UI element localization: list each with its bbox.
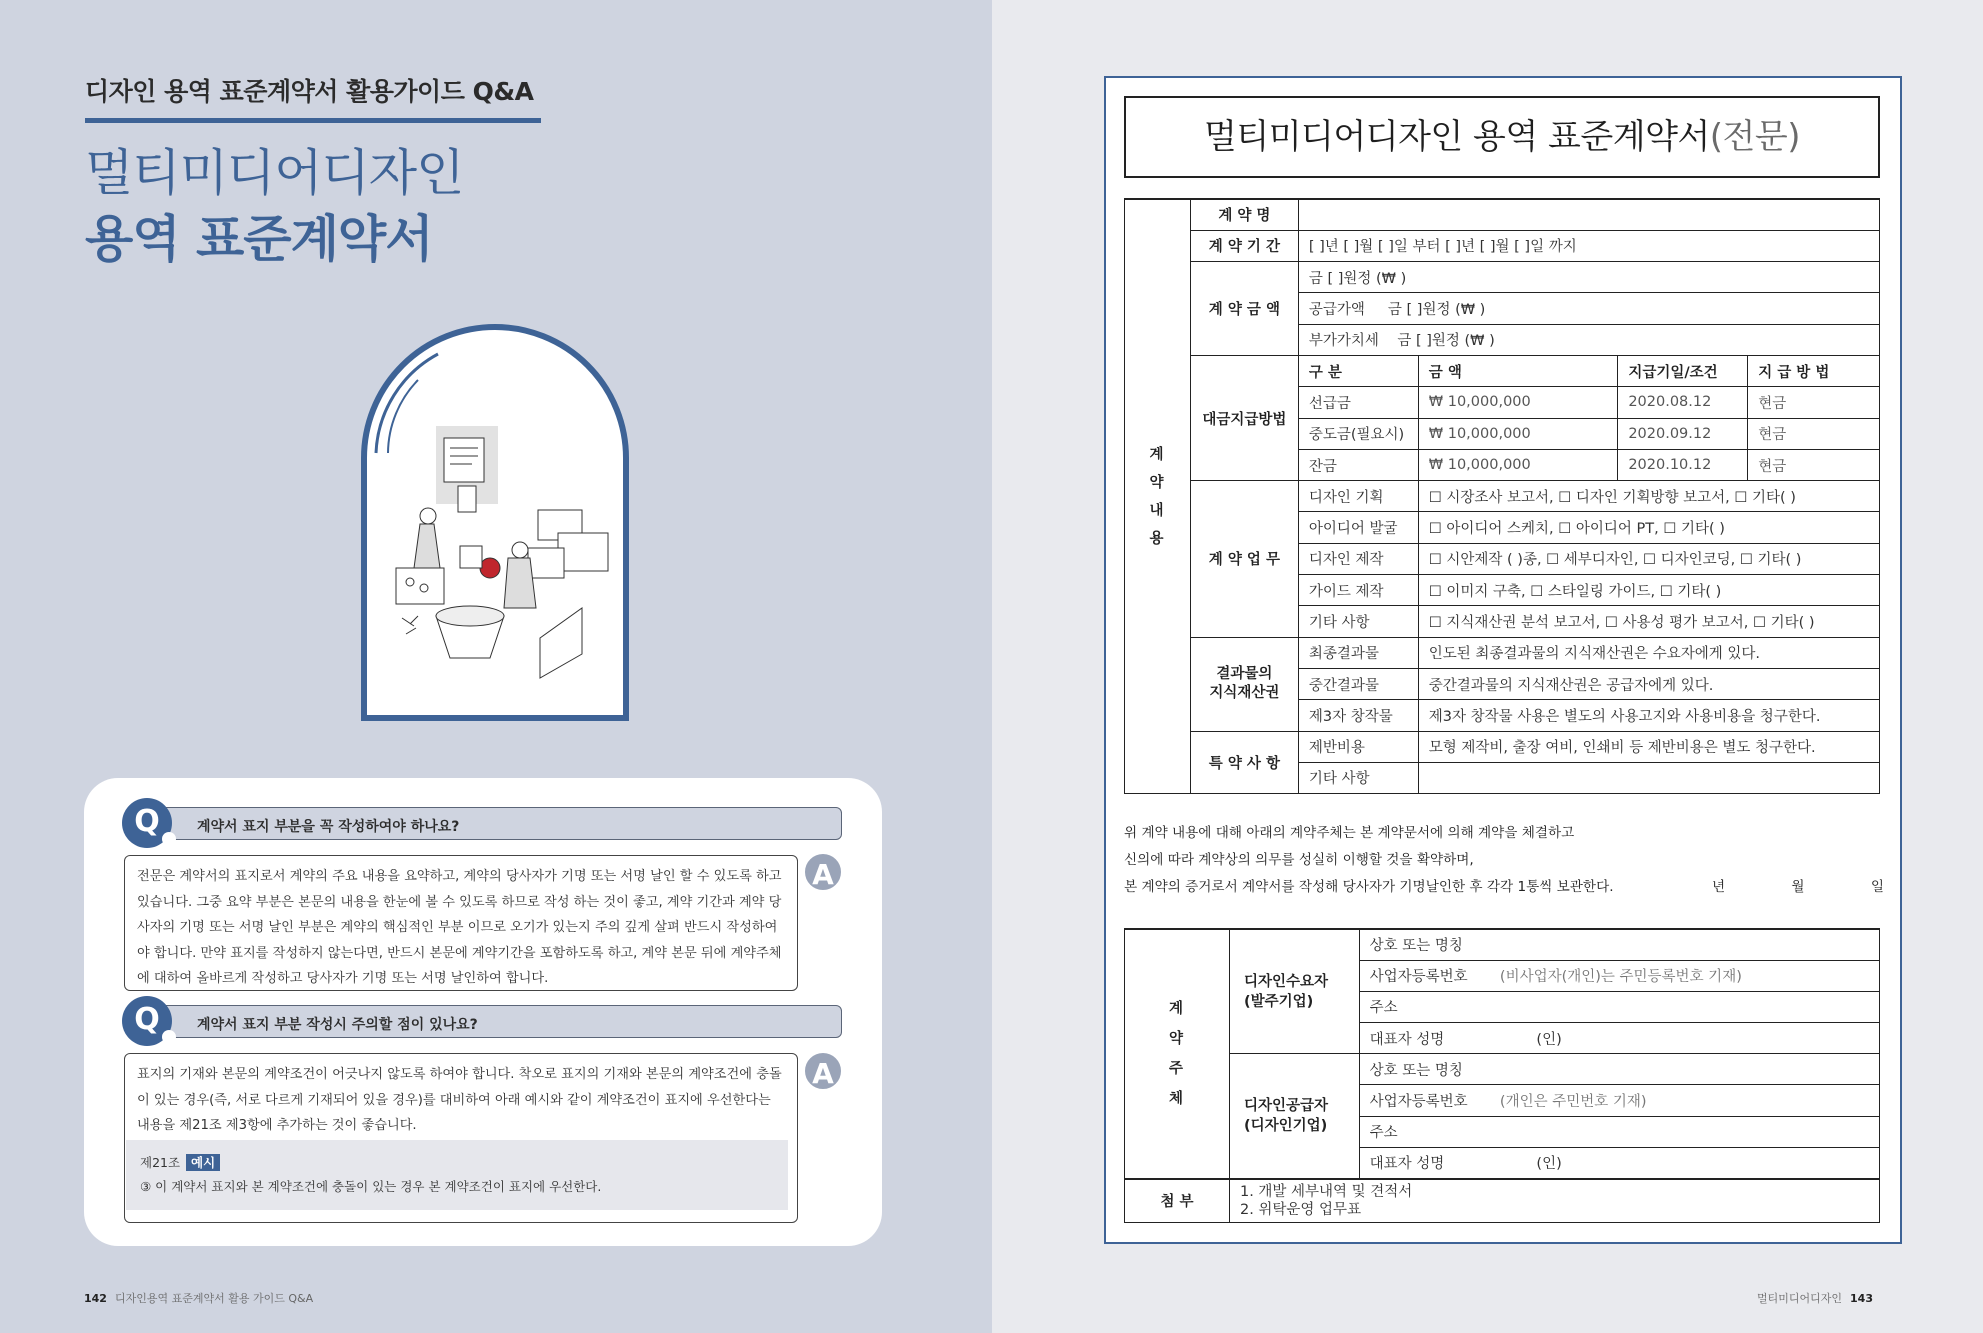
client-field-name: 상호 또는 명칭: [1369, 938, 1463, 955]
special-label: 특 약 사 항: [1190, 731, 1298, 794]
amount-vat-label: 부가가치세: [1308, 333, 1379, 350]
a-icon: A: [802, 851, 844, 893]
payment-amount[interactable]: ₩ 10,000,000: [1418, 387, 1618, 418]
ip-item-name: 제3자 창작물: [1298, 700, 1418, 731]
parties-label: 계약주체: [1125, 929, 1230, 1179]
payment-amount[interactable]: ₩ 10,000,000: [1418, 449, 1618, 480]
supplier-field-name: 주소: [1369, 1125, 1398, 1142]
main-title: [85, 140, 463, 272]
work-item-name: 기타 사항: [1298, 606, 1418, 637]
supplier-label: 디자인공급자 (디자인기업): [1229, 1054, 1359, 1179]
payment-amount[interactable]: ₩ 10,000,000: [1418, 418, 1618, 449]
header-rule: [85, 118, 541, 123]
page-number-left: 142: [84, 1292, 107, 1305]
payment-date[interactable]: 2020.10.12: [1618, 449, 1748, 480]
payment-header-method: 지 급 방 법: [1748, 355, 1880, 386]
doc-title-paren: (전문): [1709, 117, 1800, 157]
payment-method[interactable]: 현금: [1748, 449, 1880, 480]
work-item-detail[interactable]: ☐ 시안제작 ( )종, ☐ 세부디자인, ☐ 디자인코딩, ☐ 기타( ): [1418, 543, 1879, 574]
period-field[interactable]: [ ]년 [ ]월 [ ]일 부터 [ ]년 [ ]월 [ ]일 까지: [1298, 230, 1879, 261]
client-field[interactable]: [1359, 1023, 1879, 1054]
work-item-name: 아이디어 발굴: [1298, 512, 1418, 543]
supplier-field[interactable]: [1359, 1116, 1879, 1147]
supplier-field[interactable]: [1359, 1085, 1879, 1116]
client-field-name: 대표자 성명: [1369, 1031, 1445, 1048]
ip-item-detail: 제3자 창작물 사용은 별도의 사용고지와 사용비용을 청구한다.: [1418, 700, 1879, 731]
work-item-detail[interactable]: ☐ 이미지 구축, ☐ 스타일링 가이드, ☐ 기타( ): [1418, 575, 1879, 606]
client-label: 디자인수요자 (발주기업): [1229, 929, 1359, 1054]
payment-type: 중도금(필요시): [1298, 418, 1418, 449]
work-item-name: 가이드 제작: [1298, 575, 1418, 606]
payment-header-type: 구 분: [1298, 355, 1418, 386]
payment-date[interactable]: 2020.08.12: [1618, 387, 1748, 418]
example-article: 제21조: [140, 1155, 181, 1170]
attachment-item: 1. 개발 세부내역 및 견적서: [1239, 1183, 1413, 1200]
main-title-line1: 멀티미디어디자인: [85, 144, 464, 202]
amount-supply-field: 금 [ ]원정 (₩ ): [1387, 302, 1486, 319]
contract-name-field[interactable]: [1298, 199, 1879, 230]
doc-title-main: 멀티미디어디자인 용역 표준계약서: [1204, 117, 1710, 157]
amount-label: 계 약 금 액: [1190, 262, 1298, 356]
a-icon: A: [802, 1050, 844, 1092]
footer-left-text: 디자인용역 표준계약서 활용 가이드 Q&A: [114, 1292, 314, 1305]
supplier-field-name: 대표자 성명: [1369, 1156, 1445, 1173]
payment-header-amount: 금 액: [1418, 355, 1618, 386]
q-icon: Q: [122, 798, 172, 848]
supplier-field[interactable]: [1359, 1054, 1879, 1085]
notice-line: 본 계약의 증거로서 계약서를 작성해 당사자가 기명날인한 후 각각 1통씩 보관한다.: [1124, 879, 1614, 895]
notice-line: 신의에 따라 계약상의 의무를 성실히 이행할 것을 확약하며,: [1124, 852, 1474, 868]
example-tag: 예시: [186, 1154, 220, 1171]
work-item-name: 디자인 제작: [1298, 543, 1418, 574]
work-item-detail[interactable]: ☐ 지식재산권 분석 보고서, ☐ 사용성 평가 보고서, ☐ 기타( ): [1418, 606, 1879, 637]
work-item-detail[interactable]: ☐ 아이디어 스케치, ☐ 아이디어 PT, ☐ 기타( ): [1418, 512, 1879, 543]
ip-item-detail: 인도된 최종결과물의 지식재산권은 수요자에게 있다.: [1418, 637, 1879, 668]
supplier-field-name: 상호 또는 명칭: [1369, 1062, 1463, 1079]
client-field[interactable]: [1359, 991, 1879, 1022]
notice-line: 위 계약 내용에 대해 아래의 계약주체는 본 계약문서에 의해 계약을 체결하고: [1124, 825, 1575, 841]
question-1-text: 계약서 표지 부분을 꼭 작성하여야 하나요?: [197, 819, 460, 835]
ip-label: 결과물의 지식재산권: [1190, 637, 1298, 731]
answer-1: [124, 855, 798, 991]
footer-right-text: 멀티미디어디자인: [1757, 1292, 1843, 1305]
client-seal: (인): [1536, 1031, 1562, 1048]
client-field-name: 사업자등록번호: [1369, 969, 1468, 986]
special-item-detail[interactable]: 모형 제작비, 출장 여비, 인쇄비 등 제반비용은 별도 청구한다.: [1418, 731, 1879, 762]
payment-type: 선급금: [1298, 387, 1418, 418]
work-item-name: 디자인 기획: [1298, 481, 1418, 512]
special-item-name: 제반비용: [1298, 731, 1418, 762]
special-item-name: 기타 사항: [1298, 762, 1418, 793]
section-contents-label: 계약내용: [1125, 199, 1191, 794]
example-text: ③ 이 계약서 표지와 본 계약조건에 충돌이 있는 경우 본 계약조건이 표지에 우선한다.: [140, 1179, 602, 1194]
answer-2-text: 표지의 기재와 본문의 계약조건이 어긋나지 않도록 하여야 합니다. 착오로 표지의 기재와 본문의 계약조건에 충돌이 있는 경우(즉, 서로 다르게 기재되어 있을 경우)를 대비하여 아래 예시와 같이 계약조건이 표지에 우선한다는 내용을 제21조 제3항에 추가하는 것이 좋습니다.: [137, 1067, 782, 1133]
payment-date[interactable]: 2020.09.12: [1618, 418, 1748, 449]
amount-vat-field: 금 [ ]원정 (₩ ): [1397, 333, 1495, 350]
parties-table: [1124, 928, 1880, 1223]
dome-illustration: [358, 318, 632, 730]
footer-right: [1757, 1290, 1873, 1306]
attachment-item: 2. 위탁운영 업무표: [1239, 1201, 1362, 1218]
answer-1-text: 전문은 계약서의 표지로서 계약의 주요 내용을 요약하고, 계약의 당사자가 기명 또는 서명 날인 할 수 있도록 하고 있습니다. 그중 요약 부분은 본문의 내용을 한눈에 볼 수 있도록 하므로 작성 하는 것이 좋고, 계약 기간과 계약 당사자의 기명 또는 서명 날인 부분은 계약의 핵심적인 부분 이므로 오기가 있는지 주의 깊게 살펴 반드시 작성하여야 합니다. 만약 표지를 작성하지 않는다면, 반드시 본문에 계약기간을 포함하도록 하고, 계약 본문 뒤에 계약주체에 대하여 올바르게 작성하고 당사자가 기명 또는 서명 날인하여 합니다.: [137, 869, 782, 986]
ip-item-name: 최종결과물: [1298, 637, 1418, 668]
payment-method[interactable]: 현금: [1748, 387, 1880, 418]
work-item-detail[interactable]: ☐ 시장조사 보고서, ☐ 디자인 기획방향 보고서, ☐ 기타( ): [1418, 481, 1879, 512]
client-field[interactable]: [1359, 960, 1879, 991]
payment-header-date: 지급기일/조건: [1618, 355, 1748, 386]
amount-supply-label: 공급가액: [1308, 302, 1365, 319]
example-box: [126, 1140, 788, 1210]
main-title-line2: 용역 표준계약서: [85, 210, 433, 268]
ip-item-detail: 중간결과물의 지식재산권은 공급자에게 있다.: [1418, 668, 1879, 699]
q-icon: Q: [122, 996, 172, 1046]
amount-vat-row[interactable]: [1298, 324, 1879, 355]
footer-left: [84, 1290, 313, 1306]
supplier-seal: (인): [1536, 1156, 1562, 1173]
page-number-right: 143: [1850, 1292, 1873, 1305]
notice-text: [1124, 820, 1884, 901]
contract-table: [1124, 198, 1880, 794]
period-label: 계 약 기 간: [1190, 230, 1298, 261]
supplier-field[interactable]: [1359, 1147, 1879, 1178]
payment-type: 잔금: [1298, 449, 1418, 480]
client-field[interactable]: [1359, 929, 1879, 960]
client-field-name: 주소: [1369, 1000, 1398, 1017]
question-2: [144, 1005, 842, 1038]
ip-item-name: 중간결과물: [1298, 668, 1418, 699]
client-field-note: (비사업자(개인)는 주민등록번호 기재): [1499, 969, 1742, 986]
notice-date: 년 월 일: [1711, 879, 1884, 895]
payment-method[interactable]: 현금: [1748, 418, 1880, 449]
question-2-text: 계약서 표지 부분 작성시 주의할 점이 있나요?: [197, 1017, 478, 1033]
question-1: [144, 807, 842, 840]
attach-label: 첨 부: [1125, 1179, 1230, 1223]
amount-supply-row[interactable]: [1298, 293, 1879, 324]
payment-label: 대금지급방법: [1190, 355, 1298, 480]
header-title: 디자인 용역 표준계약서 활용가이드 Q&A: [85, 77, 534, 106]
work-label: 계 약 업 무: [1190, 481, 1298, 637]
special-item-detail[interactable]: [1418, 762, 1879, 793]
doc-title: [1124, 96, 1880, 178]
amount-total-field[interactable]: 금 [ ]원정 (₩ ): [1298, 262, 1879, 293]
attachments: [1229, 1179, 1879, 1223]
contract-name-label: 계 약 명: [1190, 199, 1298, 230]
supplier-field-name: 사업자등록번호: [1369, 1094, 1468, 1111]
supplier-field-note: (개인은 주민번호 기재): [1499, 1094, 1647, 1111]
